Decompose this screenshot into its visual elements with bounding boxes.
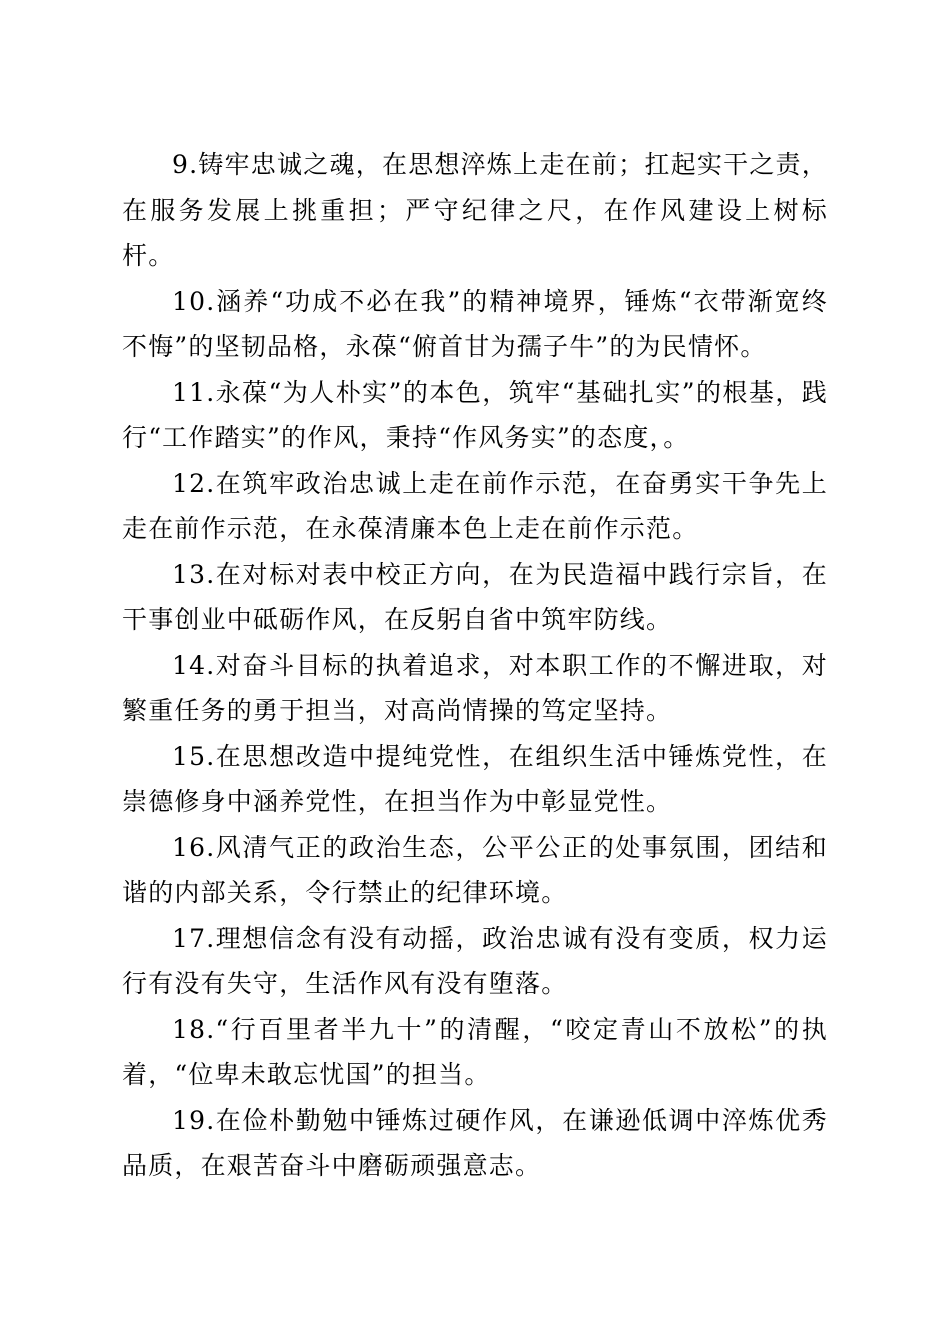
paragraph-11: 11.永葆“为人朴实”的本色，筑牢“基础扎实”的根基，践行“工作踏实”的作风，秉持“作风务实”的态度，。 [122,377,828,452]
paragraph-10: 10.涵养“功成不必在我”的精神境界，锤炼“衣带渐宽终不悔”的坚韧品格，永葆“俯首甘为孺子牛”的为民情怀。 [122,286,828,361]
paragraph-18: 18.“行百里者半九十”的清醒，“咬定青山不放松”的执着，“位卑未敢忘忧国”的担当。 [122,1014,828,1089]
paragraph-13: 13.在对标对表中校正方向，在为民造福中践行宗旨，在干事创业中砥砺作风，在反躬自省中筑牢防线。 [122,559,828,634]
paragraph-9: 9.铸牢忠诚之魂，在思想淬炼上走在前；扛起实干之责，在服务发展上挑重担；严守纪律之尺，在作风建设上树标杆。 [122,150,828,270]
paragraph-17: 17.理想信念有没有动摇，政治忠诚有没有变质，权力运行有没有失守，生活作风有没有堕落。 [122,923,828,998]
paragraph-15: 15.在思想改造中提纯党性，在组织生活中锤炼党性，在崇德修身中涵养党性，在担当作为中彰显党性。 [122,741,828,816]
paragraph-16: 16.风清气正的政治生态，公平公正的处事氛围，团结和谐的内部关系，令行禁止的纪律环境。 [122,832,828,907]
paragraph-12: 12.在筑牢政治忠诚上走在前作示范，在奋勇实干争先上走在前作示范，在永葆清廉本色上走在前作示范。 [122,468,828,543]
paragraph-19: 19.在俭朴勤勉中锤炼过硬作风，在谦逊低调中淬炼优秀品质，在艰苦奋斗中磨砺顽强意志。 [122,1105,828,1180]
document-body [122,142,828,1189]
paragraph-14: 14.对奋斗目标的执着追求，对本职工作的不懈进取，对繁重任务的勇于担当，对高尚情操的笃定坚持。 [122,650,828,725]
